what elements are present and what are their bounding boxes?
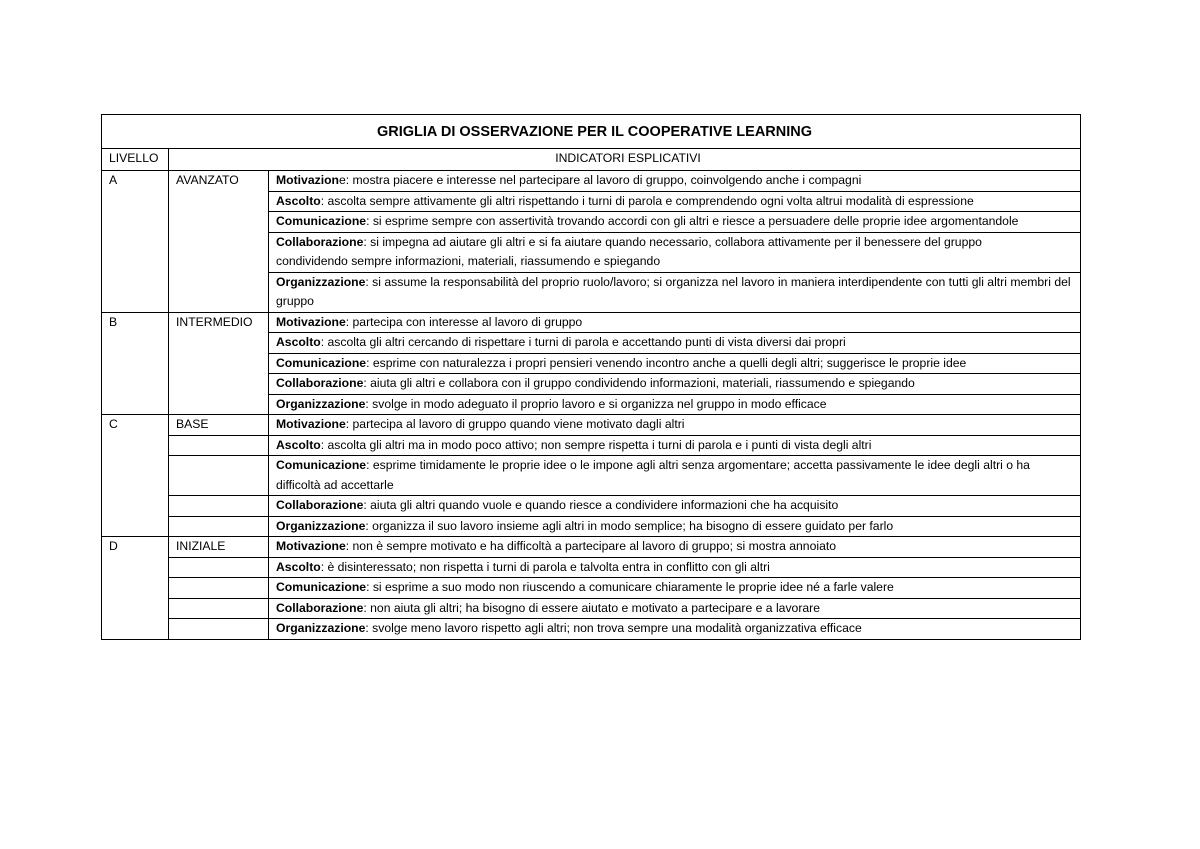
- observation-grid-table: [101, 114, 1081, 640]
- level-code-empty: [102, 374, 169, 395]
- table-row: [102, 415, 1081, 436]
- level-name-empty: [169, 496, 269, 517]
- level-name: INTERMEDIO: [169, 312, 269, 333]
- indicator-text: : ascolta gli altri ma in modo poco attivo; non sempre rispetta i turni di parola e i punti di vista degli altri: [320, 437, 872, 452]
- indicator-text: : esprime timidamente le proprie idee o le impone agli altri senza argomentare; accetta passivamente le idee degli altri o ha difficoltà ad accettarle: [276, 458, 1030, 492]
- level-name-empty: [169, 516, 269, 537]
- table-row: [102, 353, 1081, 374]
- indicator-cell: [269, 415, 1081, 436]
- indicator-key: Comunicazione: [276, 580, 367, 594]
- indicator-key: Organizzazione: [276, 518, 366, 533]
- indicator-cell: [269, 212, 1081, 233]
- table-row: [102, 456, 1081, 496]
- indicator-cell: [269, 516, 1081, 537]
- indicator-text: : aiuta gli altri e collabora con il gruppo condividendo informazioni, materiali, riassumendo e spiegando: [363, 376, 915, 390]
- level-name-empty: [169, 374, 269, 395]
- level-name-empty: [169, 619, 269, 640]
- table-title: GRIGLIA DI OSSERVAZIONE PER IL COOPERATIVE LEARNING: [102, 115, 1081, 149]
- level-code-empty: [102, 353, 169, 374]
- title-row: [102, 115, 1081, 149]
- table-row: [102, 212, 1081, 233]
- indicator-key: Motivazione: [276, 539, 346, 553]
- level-code-empty: [102, 191, 169, 212]
- indicator-key: Collaborazione: [276, 234, 364, 249]
- indicator-key: Organizzazione: [276, 396, 366, 411]
- level-name-empty: [169, 272, 269, 312]
- indicator-text: : si impegna ad aiutare gli altri e si fa aiutare quando necessario, collabora attivamente per il benessere del gruppo: [363, 234, 982, 249]
- table-row: [102, 496, 1081, 517]
- indicator-text-continued: condividendo sempre informazioni, materiali, riassumendo e spiegando: [276, 254, 661, 268]
- level-code: D: [102, 537, 169, 558]
- indicator-key: Collaborazione: [276, 376, 364, 390]
- indicator-text: : si esprime a suo modo non riuscendo a comunicare chiaramente le proprie idee né a farle valere: [366, 580, 894, 594]
- level-name-empty: [169, 394, 269, 415]
- table-row: [102, 272, 1081, 312]
- indicator-key: Organizzazione: [276, 621, 366, 635]
- level-name-empty: [169, 557, 269, 578]
- indicator-key: Collaborazione: [276, 600, 364, 615]
- indicator-cell: [269, 496, 1081, 517]
- indicator-text: : ascolta sempre attivamente gli altri rispettando i turni di parola e comprendendo ogni volta altrui modalità di espressione: [320, 193, 974, 208]
- indicator-text: : si assume la responsabilità del proprio ruolo/lavoro; si organizza nel lavoro in maniera interdipendente con tutti gli altri membri del gruppo: [276, 274, 1071, 308]
- level-code-empty: [102, 598, 169, 619]
- indicator-text: : organizza il suo lavoro insieme agli altri in modo semplice; ha bisogno di essere guidato per farlo: [365, 518, 894, 533]
- table-row: [102, 312, 1081, 333]
- indicator-cell: [269, 537, 1081, 558]
- indicator-key: Ascolto: [276, 559, 321, 574]
- indicator-cell: [269, 435, 1081, 456]
- indicator-key: Motivazione: [276, 417, 346, 431]
- indicator-text: : ascolta gli altri cercando di rispettare i turni di parola e accettando punti di vista diversi dai propri: [320, 335, 846, 349]
- table-row: [102, 232, 1081, 272]
- indicator-key: Comunicazione: [276, 214, 367, 228]
- indicator-text: : si esprime sempre con assertività trovando accordi con gli altri e riesce a persuadere delle proprie idee argomentandole: [366, 214, 1019, 228]
- indicator-text: : partecipa con interesse al lavoro di gruppo: [345, 314, 583, 329]
- indicator-text: : è disinteressato; non rispetta i turni di parola e talvolta entra in conflitto con gli altri: [320, 559, 770, 574]
- indicator-key: Collaborazione: [276, 498, 364, 512]
- table-row: [102, 557, 1081, 578]
- indicator-cell: [269, 578, 1081, 599]
- level-name-empty: [169, 435, 269, 456]
- level-name-empty: [169, 353, 269, 374]
- indicator-cell: [269, 456, 1081, 496]
- indicator-text: : aiuta gli altri quando vuole e quando riesce a condividere informazioni che ha acquisito: [363, 498, 839, 512]
- header-level: LIVELLO: [102, 149, 169, 171]
- level-code-empty: [102, 516, 169, 537]
- level-name-empty: [169, 212, 269, 233]
- indicator-text: : svolge meno lavoro rispetto agli altri; non trova sempre una modalità organizzativa efficace: [365, 621, 862, 635]
- table-row: [102, 374, 1081, 395]
- table-row: [102, 578, 1081, 599]
- level-code-empty: [102, 496, 169, 517]
- indicator-key: Motivazion: [276, 173, 339, 187]
- level-name: INIZIALE: [169, 537, 269, 558]
- level-name-empty: [169, 578, 269, 599]
- table-row: [102, 333, 1081, 354]
- indicator-key: Ascolto: [276, 193, 321, 208]
- indicator-key: Motivazione: [276, 314, 346, 329]
- level-name-empty: [169, 598, 269, 619]
- table-row: [102, 619, 1081, 640]
- indicator-cell: [269, 333, 1081, 354]
- table-row: [102, 537, 1081, 558]
- level-code: B: [102, 312, 169, 333]
- level-code-empty: [102, 272, 169, 312]
- indicator-cell: [269, 191, 1081, 212]
- level-code-empty: [102, 333, 169, 354]
- level-name: AVANZATO: [169, 171, 269, 192]
- level-code-empty: [102, 578, 169, 599]
- indicator-key: Organizzazione: [276, 274, 366, 289]
- table-row: [102, 516, 1081, 537]
- indicator-cell: [269, 598, 1081, 619]
- indicator-cell: [269, 557, 1081, 578]
- table-row: [102, 598, 1081, 619]
- indicator-key: Comunicazione: [276, 355, 367, 370]
- indicator-cell: [269, 374, 1081, 395]
- level-code-empty: [102, 456, 169, 496]
- level-code-empty: [102, 394, 169, 415]
- indicator-cell: [269, 272, 1081, 312]
- level-code-empty: [102, 212, 169, 233]
- level-code: C: [102, 415, 169, 436]
- indicator-text: : non è sempre motivato e ha difficoltà a partecipare al lavoro di gruppo; si mostra annoiato: [345, 539, 837, 553]
- level-code-empty: [102, 435, 169, 456]
- indicator-key-tail: e: [338, 173, 346, 187]
- indicator-cell: [269, 312, 1081, 333]
- indicator-key: Ascolto: [276, 335, 321, 349]
- table-row: [102, 191, 1081, 212]
- table-row: [102, 394, 1081, 415]
- level-name-empty: [169, 191, 269, 212]
- indicator-text: : esprime con naturalezza i propri pensieri venendo incontro anche a quelli degli altri; suggerisce le proprie idee: [366, 355, 967, 370]
- level-name: BASE: [169, 415, 269, 436]
- indicator-text: : svolge in modo adeguato il proprio lavoro e si organizza nel gruppo in modo efficace: [365, 396, 827, 411]
- level-code: A: [102, 171, 169, 192]
- indicator-cell: [269, 171, 1081, 192]
- indicator-cell: [269, 394, 1081, 415]
- indicator-text: : partecipa al lavoro di gruppo quando viene motivato dagli altri: [345, 417, 685, 431]
- indicator-key: Comunicazione: [276, 458, 367, 472]
- header-row: [102, 149, 1081, 171]
- indicator-key: Ascolto: [276, 437, 321, 452]
- indicator-cell: [269, 619, 1081, 640]
- level-name-empty: [169, 333, 269, 354]
- indicator-cell: [269, 353, 1081, 374]
- header-indicators: INDICATORI ESPLICATIVI: [169, 149, 1081, 171]
- indicator-cell: [269, 232, 1081, 272]
- table-row: [102, 171, 1081, 192]
- level-name-empty: [169, 232, 269, 272]
- indicator-text: : mostra piacere e interesse nel partecipare al lavoro di gruppo, coinvolgendo anche i compagni: [345, 173, 862, 187]
- indicator-text: : non aiuta gli altri; ha bisogno di essere aiutato e motivato a partecipare e a lavorare: [363, 600, 820, 615]
- level-code-empty: [102, 619, 169, 640]
- table-row: [102, 435, 1081, 456]
- level-name-empty: [169, 456, 269, 496]
- level-code-empty: [102, 232, 169, 272]
- level-code-empty: [102, 557, 169, 578]
